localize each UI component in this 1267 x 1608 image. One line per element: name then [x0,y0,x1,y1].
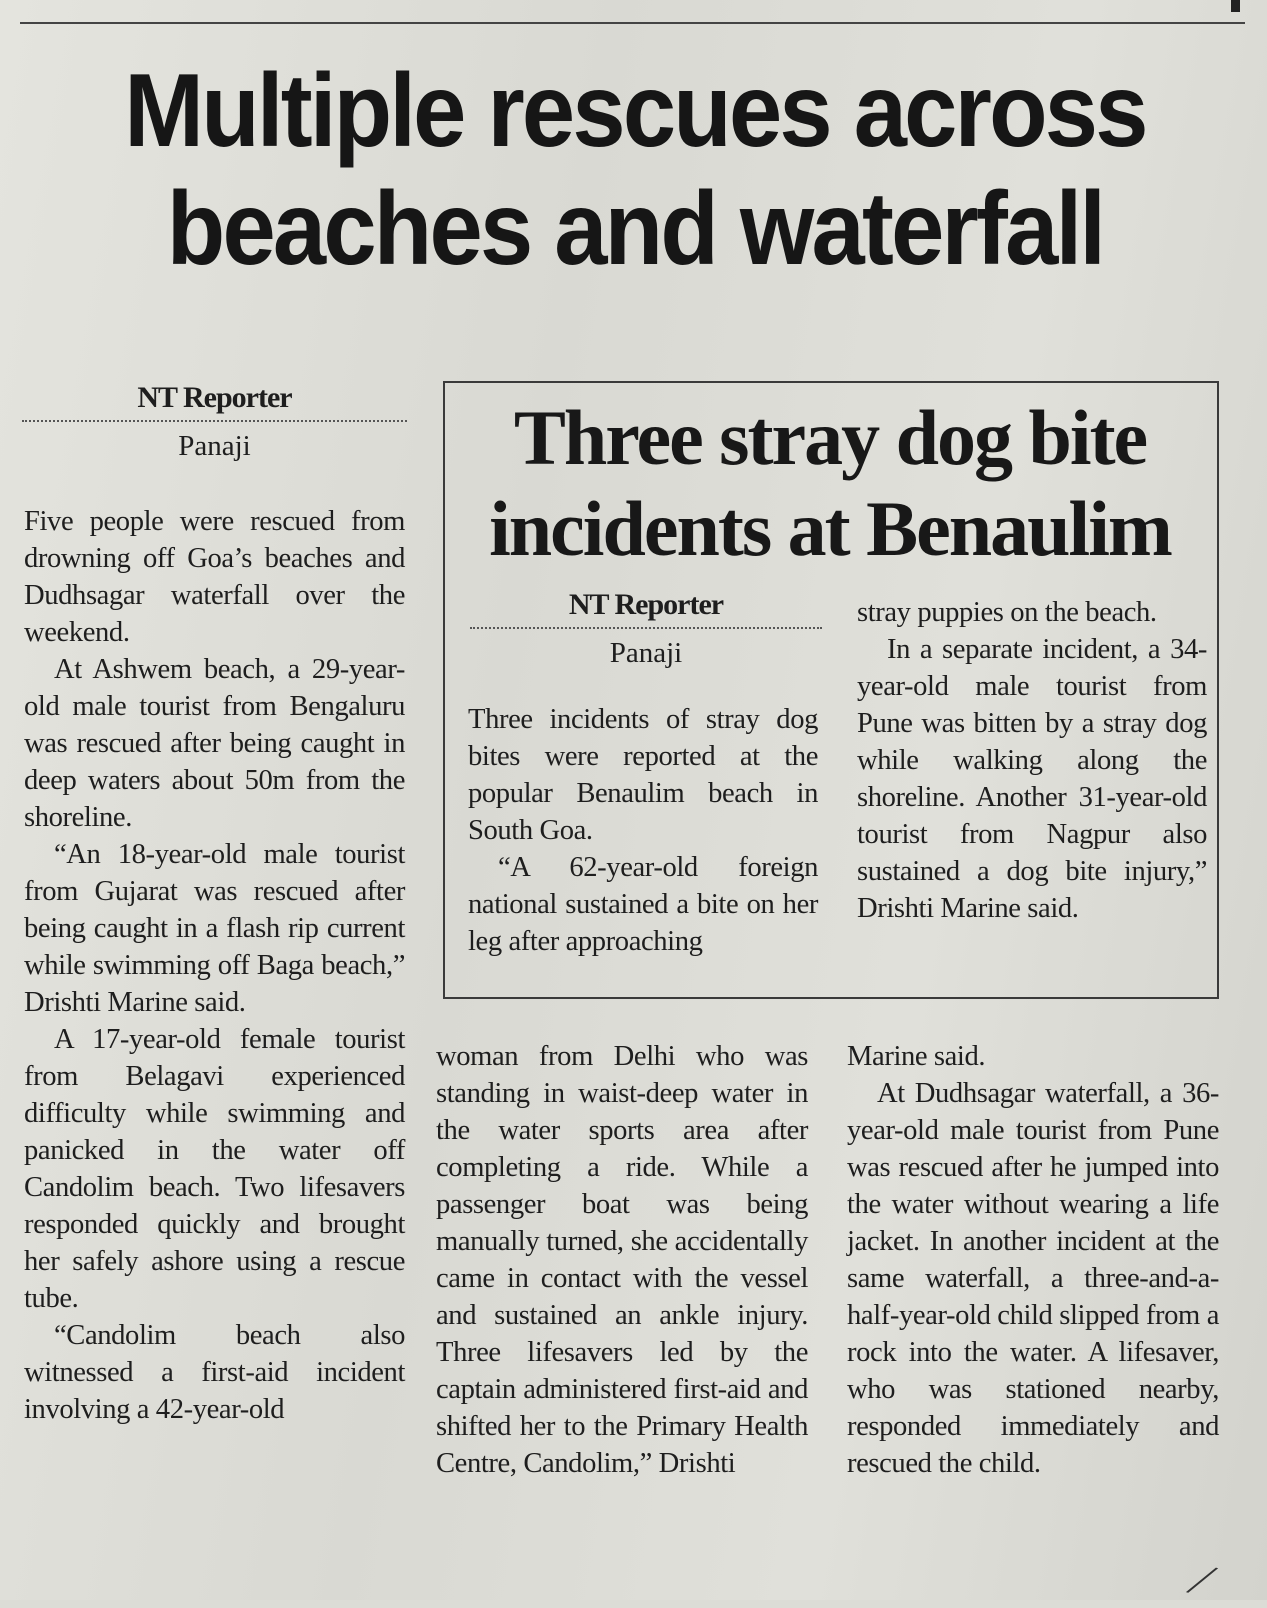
main-column-3 [847,1038,1219,1482]
main-column-2 [436,1038,808,1482]
main-col1-para-1: Five people were rescued from drowning off Goa’s beaches and Dudhsagar waterfall over the weekend. [24,506,405,648]
pen-mark-icon: ⁄ [1191,1553,1213,1608]
box-byline-place: Panaji [609,637,683,669]
main-col1-para-2: At Ashwem beach, a 29-year-old male tourist from Bengaluru was rescued after being caught in deep waters about 50m from the shoreline. [24,654,405,833]
box-byline [470,587,822,671]
box-col1-para-1: Three incidents of stray dog bites were reported at the popular Benaulim beach in South Goa. [468,704,818,846]
box-col2-para-1: stray puppies on the beach. [857,597,1157,628]
main-byline-rule [22,420,407,422]
box-column-1 [468,701,818,960]
main-col3-para-2: At Dudhsagar waterfall, a 36-year-old male tourist from Pune was rescued after he jumped into the water without wearing a life jacket. In another incident at the same waterfall, a three-and-a-half-year-old child slipped from a rock into the water. A lifesaver, who was stationed nearby, responded immediately and rescued the child. [847,1078,1219,1479]
box-byline-name: NT Reporter [568,588,724,621]
main-byline-place: Panaji [178,430,251,462]
main-column-1 [24,503,405,1428]
page-corner-mark [1231,0,1240,12]
box-col2-para-2: In a separate incident, a 34-year-old male tourist from Pune was bitten by a stray dog while walking along the shoreline. Another 31-year-old tourist from Nagpur also sustained a dog bite injury,” Drishti Marine said. [857,634,1207,924]
box-byline-rule [470,627,822,629]
top-rule [20,22,1245,24]
main-byline-name: NT Reporter [137,381,292,414]
main-col1-para-3: “An 18-year-old male tourist from Gujarat was rescued after being caught in a flash rip current while swimming off Baga beach,” Drishti Marine said. [24,839,405,1018]
main-col1-para-4: A 17-year-old female tourist from Belagavi experienced difficulty while swimming and panicked in the water off Candolim beach. Two lifesavers responded quickly and brought her safely ashore using a rescue tube. [24,1024,405,1314]
box-headline: Three stray dog bite incidents at Benaulim [489,394,1171,572]
box-column-2 [857,594,1207,927]
box-col1-para-2: “A 62-year-old foreign national sustained a bite on her leg after approaching [468,852,818,957]
main-headline: Multiple rescues across beaches and waterfall [124,53,1146,287]
main-col1-para-5: “Candolim beach also witnessed a first-aid incident involving a 42-year-old [24,1320,405,1425]
main-col2-para-1: woman from Delhi who was standing in waist-deep water in the water sports area after completing a ride. While a passenger boat was being manually turned, she accidentally came in contact with the vessel and sustained an ankle injury. Three lifesavers led by the captain administered first-aid and shifted her to the Primary Health Centre, Candolim,” Drishti [436,1041,808,1479]
main-byline [22,380,407,464]
main-col3-para-1: Marine said. [847,1041,986,1072]
